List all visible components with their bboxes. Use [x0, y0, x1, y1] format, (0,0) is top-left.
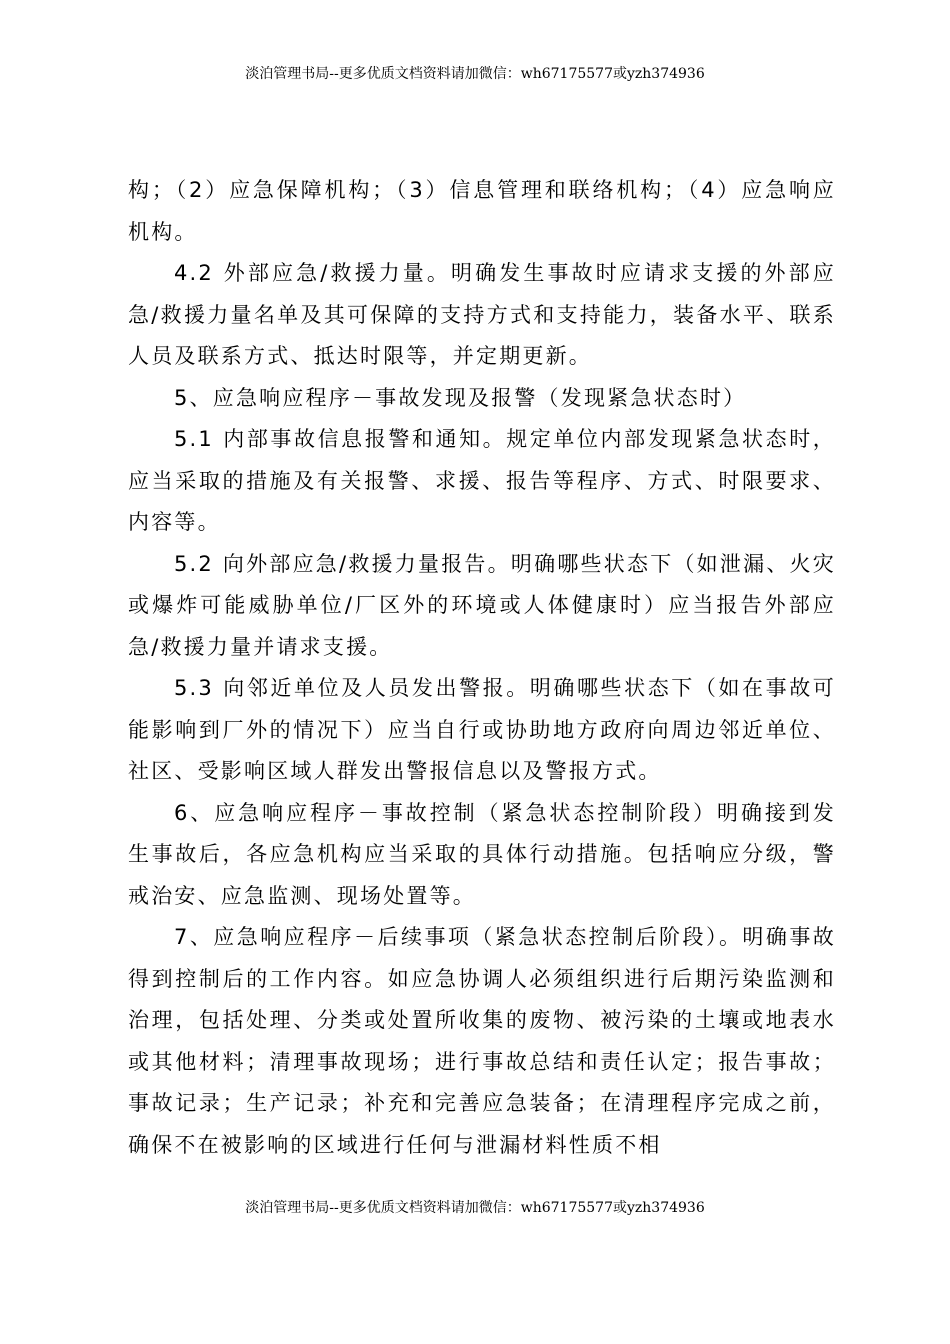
- paragraph-5-2: 5.2 向外部应急/救援力量报告。明确哪些状态下（如泄漏、火灾或爆炸可能威胁单位/厂区外的环境或人体健康时）应当报告外部应急/救援力量并请求支援。: [128, 551, 836, 659]
- paragraph-7: 7、应急响应程序－后续事项（紧急状态控制后阶段）。明确事故得到控制后的工作内容。如应急协调人必须组织进行后期污染监测和治理，包括处理、分类或处置所收集的废物、被污染的土壤或地表水或其他材料；清理事故现场；进行事故总结和责任认定；报告事故；事故记录；生产记录；补充和完善应急装备；在清理程序完成之前，确保不在被影响的区域进行任何与泄漏材料性质不相: [128, 925, 836, 1157]
- paragraph-continuation: 构；（2）应急保障机构；（3）信息管理和联络机构；（4）应急响应机构。: [128, 178, 836, 244]
- paragraph-5-3: 5.3 向邻近单位及人员发出警报。明确哪些状态下（如在事故可能影响到厂外的情况下）应当自行或协助地方政府向周边邻近单位、社区、受影响区域人群发出警报信息以及警报方式。: [128, 676, 836, 783]
- paragraph-6: 6、应急响应程序－事故控制（紧急状态控制阶段）明确接到发生事故后，各应急机构应当采取的具体行动措施。包括响应分级，警戒治安、应急监测、现场处置等。: [128, 800, 836, 908]
- heading-5: 5、应急响应程序－事故发现及报警（发现紧急状态时）: [174, 385, 747, 410]
- page-header: 淡泊管理书局--更多优质文档资料请加微信：wh67175577或yzh374936: [245, 66, 705, 82]
- paragraph-4-2: 4.2 外部应急/救援力量。明确发生事故时应请求支援的外部应急/救援力量名单及其可保障的支持方式和支持能力，装备水平、联系人员及联系方式、抵达时限等，并定期更新。: [128, 261, 836, 368]
- page-footer: 淡泊管理书局--更多优质文档资料请加微信：wh67175577或yzh374936: [245, 1200, 705, 1216]
- document-body: [128, 170, 836, 1166]
- paragraph-5-1: 5.1 内部事故信息报警和通知。规定单位内部发现紧急状态时，应当采取的措施及有关报警、求援、报告等程序、方式、时限要求、内容等。: [128, 427, 836, 534]
